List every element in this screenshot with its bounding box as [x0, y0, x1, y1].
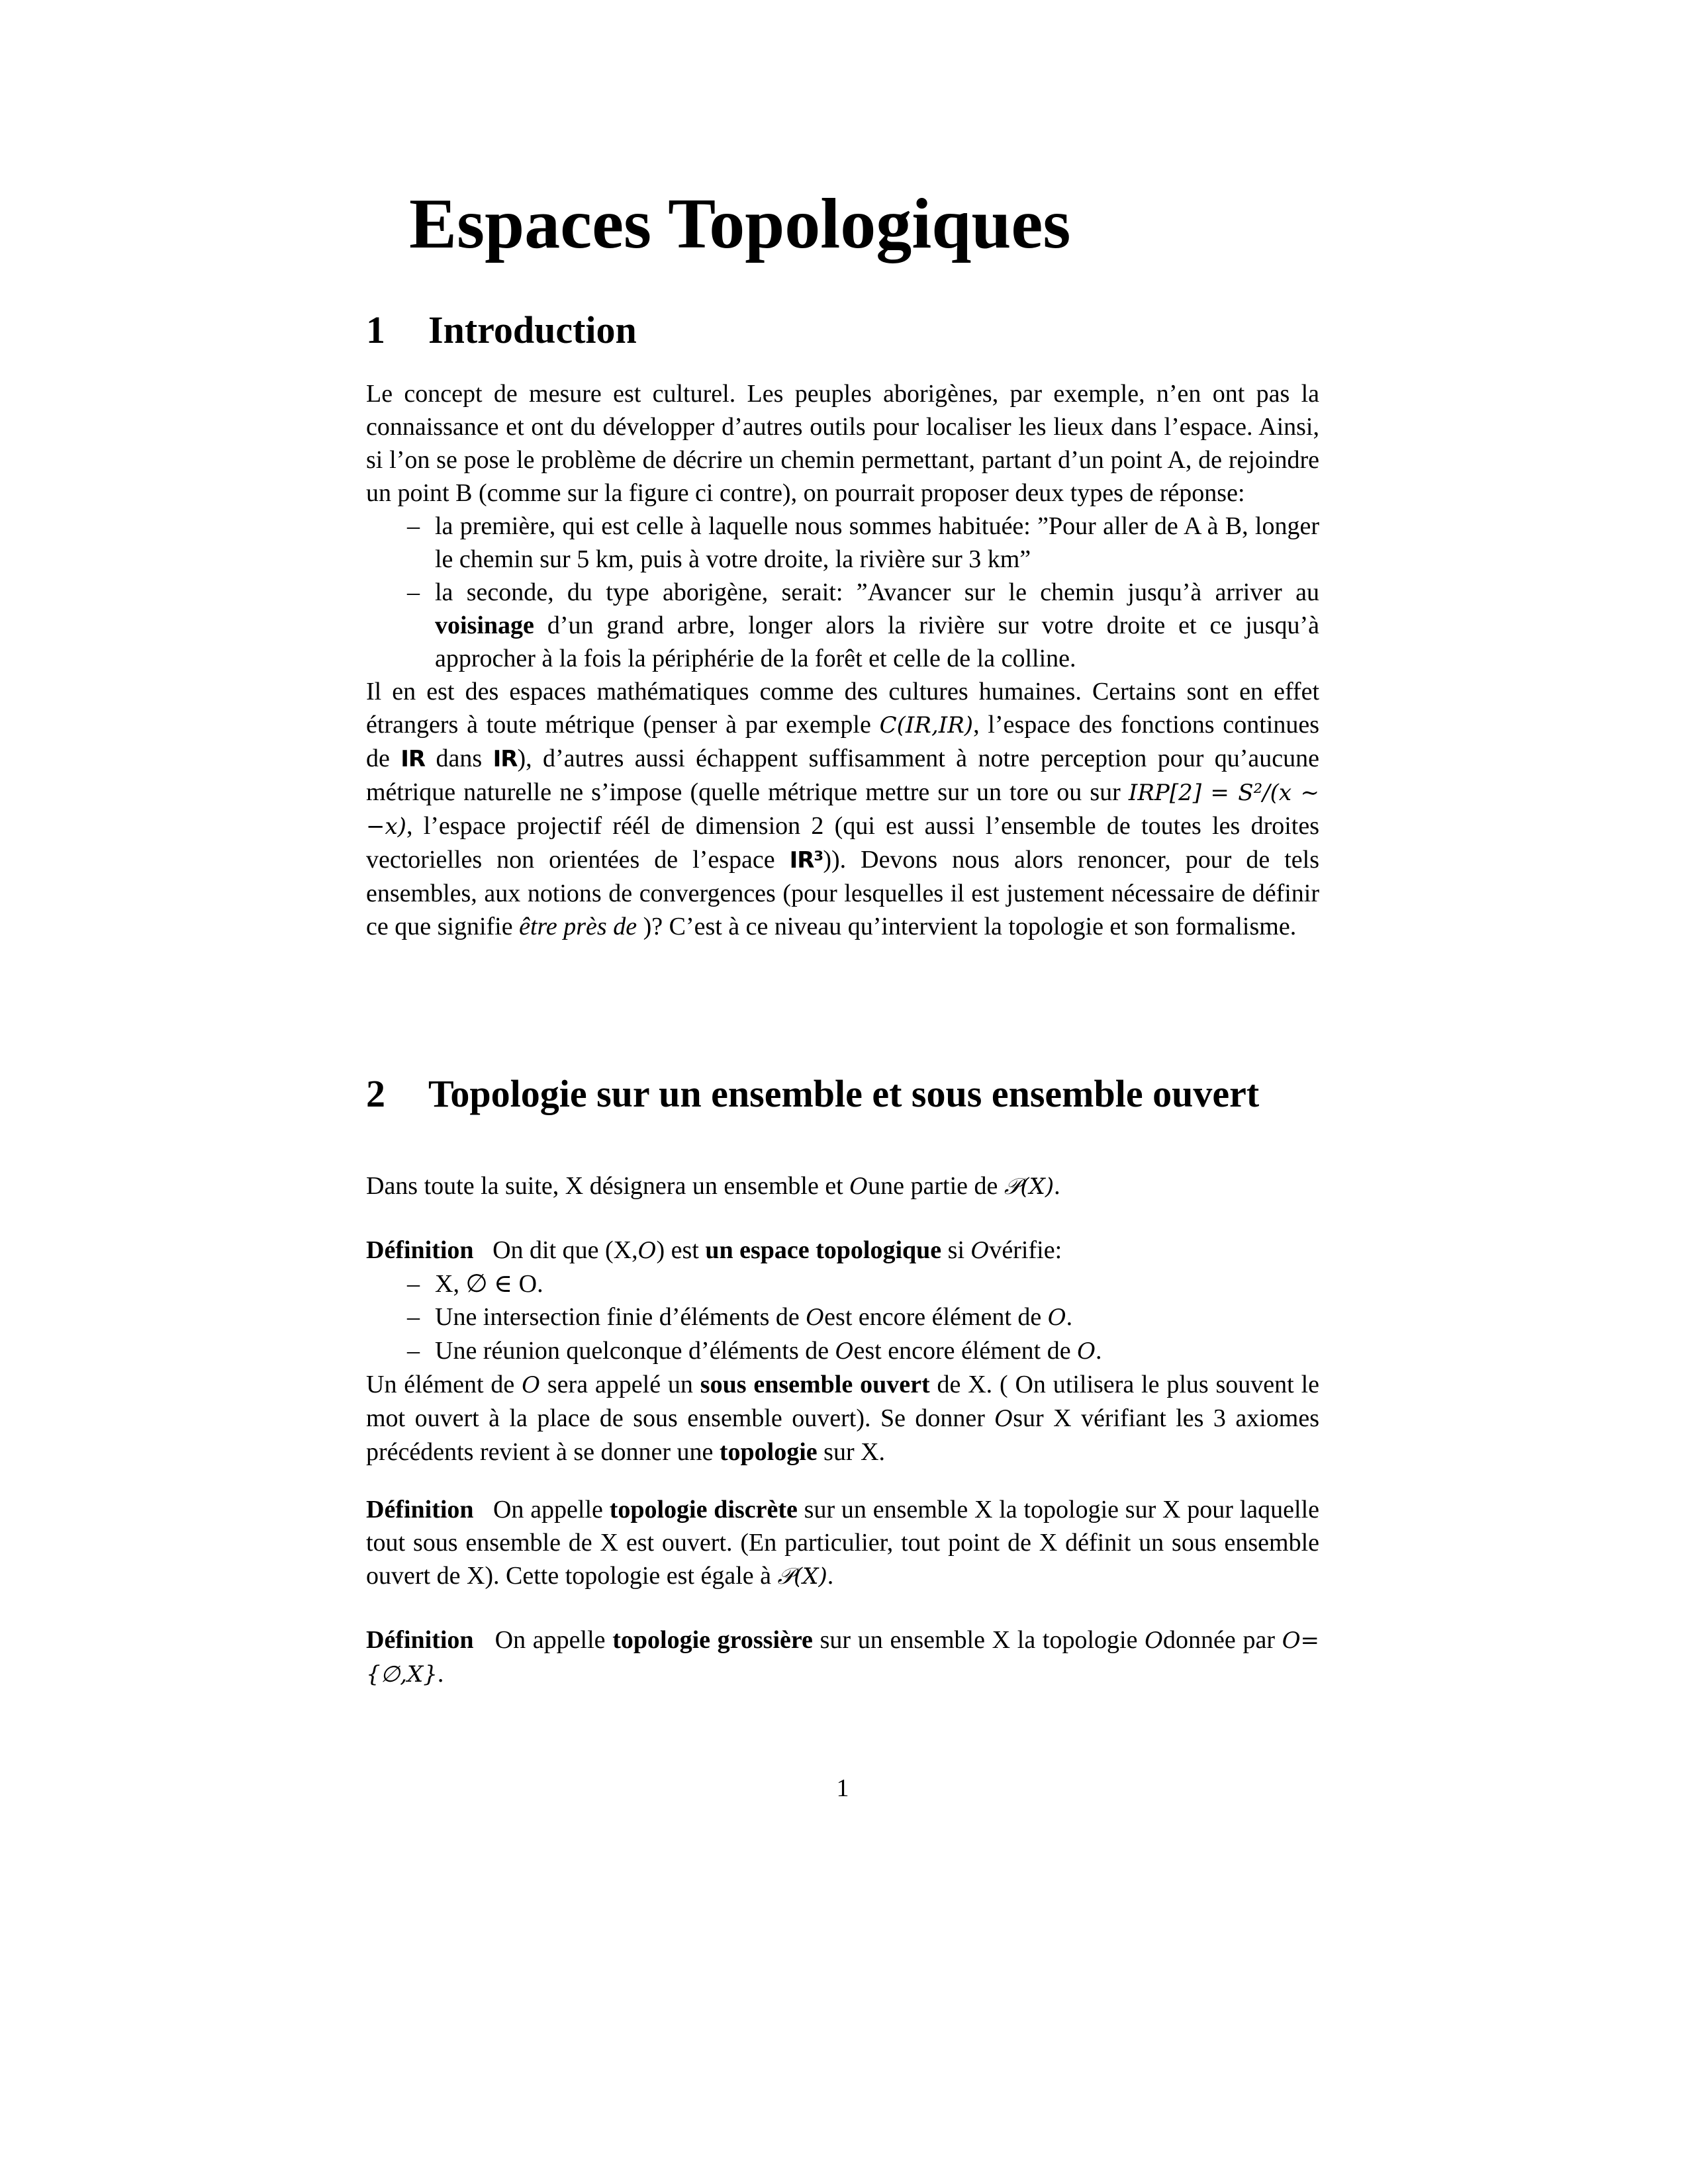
dash-bullet: –	[407, 1270, 420, 1298]
list-item: – la seconde, du type aborigène, serait: ”Avancer sur le chemin jusqu’à arriver au voisinage d’un grand arbre, longer alors la rivière sur votre droite et ce jusqu’à approcher à la fois la périphérie de la forêt et celle de la colline.	[366, 576, 1319, 675]
math-symbol: IR	[400, 746, 426, 772]
definition-label: Définition	[366, 1626, 474, 1654]
dash-bullet: –	[407, 1337, 420, 1365]
italic-phrase: être près de	[519, 913, 637, 940]
paragraph: Le concept de mesure est culturel. Les peuples aborigènes, par exemple, n’en ont pas la connaissance et ont du développer d’autres outils pour localiser les lieux dans l’espace. Ainsi, si l’on se pose le problème de décrire un chemin permettant, partant d’un point A, de rejoindre un point B (comme sur la figure ci contre), on pourrait proposer deux types de réponse:	[366, 380, 1319, 507]
math-symbol: IR³	[789, 847, 823, 874]
section-intro-paragraph: Dans toute la suite, X désignera un ensemble et Oune partie de 𝒫(X).	[366, 1172, 1060, 1200]
axiom-list	[366, 1267, 1319, 1368]
paragraph: Il en est des espaces mathématiques comme des cultures humaines. Certains sont en effet étrangers à toute métrique (penser à par exemple C(IR,IR), l’espace des fonctions continues de IR dans IR), d’autres aussi échappent suffisamment à notre perception pour qu’aucune métrique naturelle ne s’impose (quelle métrique mettre sur un tore ou sur IRP[2] = S²/(x ∼ −x), l’espace projectif réél de dimension 2 (qui est aussi l’ensemble de toutes les droites vectorielles non orientées de l’espace IR³)). Devons nous alors renoncer, pour de tels ensembles, aux notions de convergences (pour lesquelles il est justement nécessaire de définir ce que signifie être près de )? C’est à ce niveau qu’intervient la topologie et son formalisme.	[366, 678, 1320, 940]
document-title: Espaces Topologiques	[409, 185, 1071, 263]
math-expression: C(IR,IR)	[879, 712, 974, 739]
section-title: Topologie sur un ensemble et sous ensemble ouvert	[428, 1072, 1260, 1115]
list-item: – X, ∅ ∈ O.	[366, 1267, 1319, 1300]
definition-discrete-topology: Définition On appelle topologie discrète sur un ensemble X la topologie sur X pour laquelle tout sous ensemble de X est ouvert. (En particulier, tout point de X définit un sous ensemble ouvert de X). Cette topologie est égale à 𝒫(X).	[366, 1496, 1319, 1590]
dash-bullet: –	[407, 512, 420, 540]
paragraph: Un élément de O sera appelé un sous ensemble ouvert de X. ( On utilisera le plus souvent le mot ouvert à la place de sous ensemble ouvert). Se donner Osur X vérifiant les 3 axiomes précédents revient à se donner une topologie sur X.	[366, 1371, 1320, 1466]
math-expression: 𝒫(X)	[777, 1563, 827, 1590]
section-title: Introduction	[428, 308, 637, 351]
list-item: – Une réunion quelconque d’éléments de Oest encore élément de O.	[366, 1334, 1319, 1368]
math-expression: 𝒫(X)	[1004, 1173, 1055, 1200]
math-expression: O={∅,X}	[366, 1627, 1320, 1688]
answer-list	[366, 510, 1319, 675]
section-number: 2	[366, 1072, 385, 1115]
dash-bullet: –	[407, 578, 420, 606]
defined-term: topologie discrète	[609, 1496, 798, 1524]
definition-coarse-topology: Définition On appelle topologie grossière sur un ensemble X la topologie Odonnée par O={∅,X}.	[366, 1626, 1320, 1688]
section-number: 1	[366, 308, 385, 351]
list-item: – la première, qui est celle à laquelle nous sommes habituée: ”Pour aller de A à B, longer le chemin sur 5 km, puis à votre droite, la rivière sur 3 km”	[366, 510, 1319, 576]
definition-label: Définition	[366, 1496, 474, 1524]
definition-label: Définition	[366, 1236, 474, 1264]
dash-bullet: –	[407, 1303, 420, 1331]
definition-topological-space: Définition On dit que (X,O) est un espace topologique si Ovérifie: – X, ∅ ∈ O. – Une intersection finie d’éléments de Oest encore élément de O. – Une réunion quelconque d’éléments de Oest encore élément de O. Un élément de O sera appelé un sous ensemble ouvert de X. ( On utilisera le plus souvent le mot ouvert à la place de sous ensemble ouvert). Se donner Osur X vérifiant les 3 axiomes précédents revient à se donner une topologie sur X.	[366, 1234, 1319, 1469]
math-symbol: IR	[492, 746, 518, 772]
defined-term: un espace topologique	[705, 1236, 942, 1264]
defined-term: sous ensemble ouvert	[700, 1371, 930, 1398]
page-number: 1	[836, 1774, 849, 1802]
math-symbol: O	[849, 1173, 868, 1200]
section-heading-topologie	[366, 1072, 1260, 1115]
math-expression: IRP[2] = S²/(x ∼ −x)	[366, 780, 1319, 840]
list-item: – Une intersection finie d’éléments de Oest encore élément de O.	[366, 1300, 1319, 1334]
introduction-body	[366, 377, 1319, 943]
emphasis-term: voisinage	[435, 612, 534, 639]
defined-term: topologie	[719, 1438, 818, 1466]
section-heading-introduction	[366, 308, 637, 351]
defined-term: topologie grossière	[612, 1626, 813, 1654]
